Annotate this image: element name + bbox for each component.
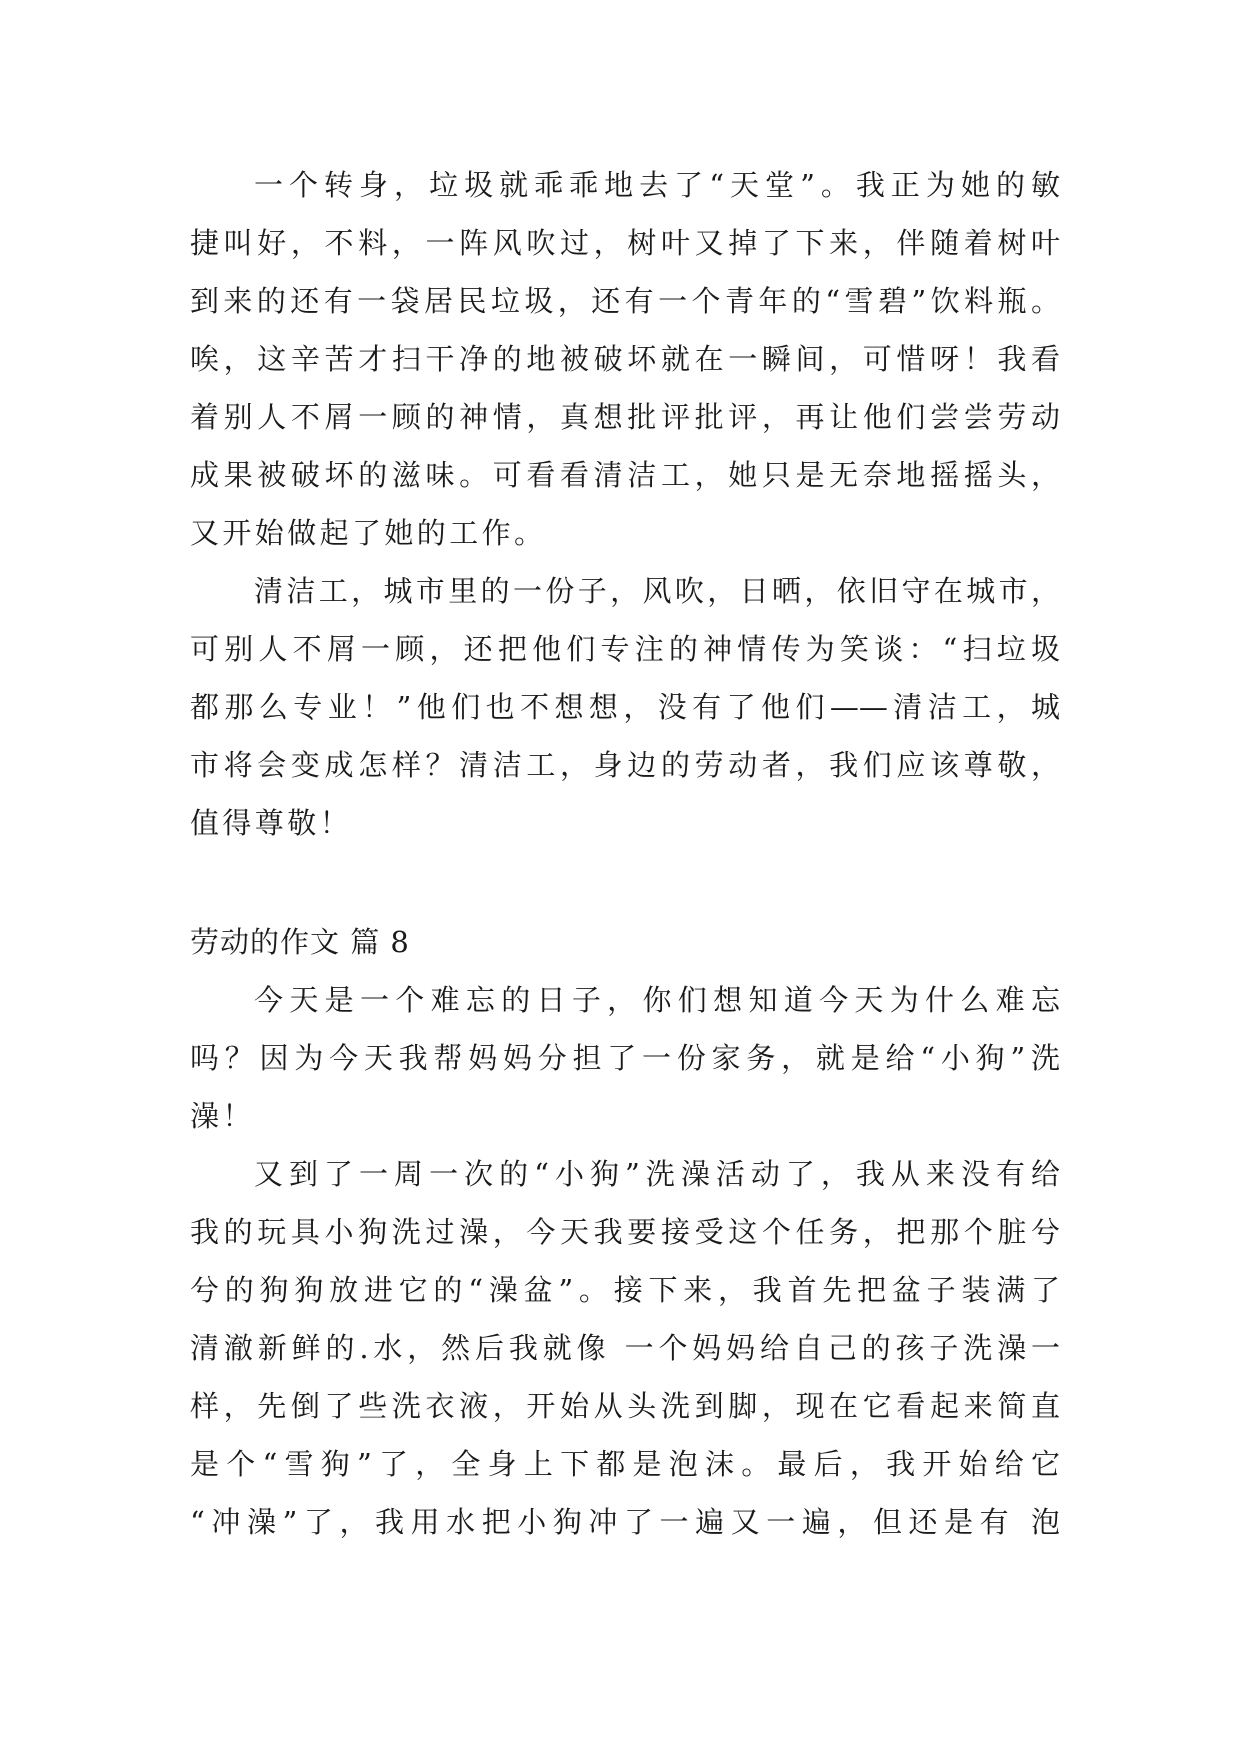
paragraph-2-line-3: 都那么专业！”他们也不想想，没有了他们——清洁工，城	[190, 690, 1060, 724]
paragraph-1-line-5: 着别人不屑一顾的神情，真想批评批评，再让他们尝尝劳动	[190, 400, 1060, 434]
paragraph-4-line-3: 兮的狗狗放进它的“澡盆”。接下来，我首先把盆子装满了	[190, 1273, 1060, 1307]
paragraph-1-line-1: 一个转身，垃圾就乖乖地去了“天堂”。我正为她的敏	[254, 168, 1060, 202]
paragraph-2-line-4: 市将会变成怎样？清洁工，身边的劳动者，我们应该尊敬，	[190, 748, 1060, 782]
paragraph-2-line-2: 可别人不屑一顾，还把他们专注的神情传为笑谈：“扫垃圾	[190, 632, 1060, 666]
paragraph-4-line-1: 又到了一周一次的“小狗”洗澡活动了，我从来没有给	[254, 1157, 1060, 1191]
section-heading: 劳动的作文 篇 8	[190, 925, 410, 959]
paragraph-1-line-6: 成果被破坏的滋味。可看看清洁工，她只是无奈地摇摇头，	[190, 458, 1060, 492]
paragraph-1-line-2: 捷叫好，不料，一阵风吹过，树叶又掉了下来，伴随着树叶	[190, 226, 1060, 260]
paragraph-2-line-5: 值得尊敬！	[190, 806, 353, 840]
paragraph-2-line-1: 清洁工，城市里的一份子，风吹，日晒，依旧守在城市，	[254, 574, 1060, 608]
paragraph-1-line-7: 又开始做起了她的工作。	[190, 516, 547, 550]
paragraph-4-line-4: 清澈新鲜的.水，然后我就像 一个妈妈给自己的孩子洗澡一	[190, 1331, 1060, 1365]
paragraph-4-line-6: 是个“雪狗”了，全身上下都是泡沫。最后，我开始给它	[190, 1447, 1060, 1481]
paragraph-3-line-2: 吗？因为今天我帮妈妈分担了一份家务，就是给“小狗”洗	[190, 1041, 1060, 1075]
paragraph-1-line-4: 唉，这辛苦才扫干净的地被破坏就在一瞬间，可惜呀！我看	[190, 342, 1060, 376]
paragraph-3-line-3: 澡！	[190, 1099, 255, 1133]
paragraph-4-line-5: 样，先倒了些洗衣液，开始从头洗到脚，现在它看起来简直	[190, 1389, 1060, 1423]
paragraph-4-line-2: 我的玩具小狗洗过澡，今天我要接受这个任务，把那个脏兮	[190, 1215, 1060, 1249]
paragraph-1-line-3: 到来的还有一袋居民垃圾，还有一个青年的“雪碧”饮料瓶。	[190, 284, 1060, 318]
paragraph-4-line-7: “冲澡”了，我用水把小狗冲了一遍又一遍，但还是有 泡	[190, 1505, 1060, 1539]
paragraph-3-line-1: 今天是一个难忘的日子，你们想知道今天为什么难忘	[254, 983, 1060, 1017]
